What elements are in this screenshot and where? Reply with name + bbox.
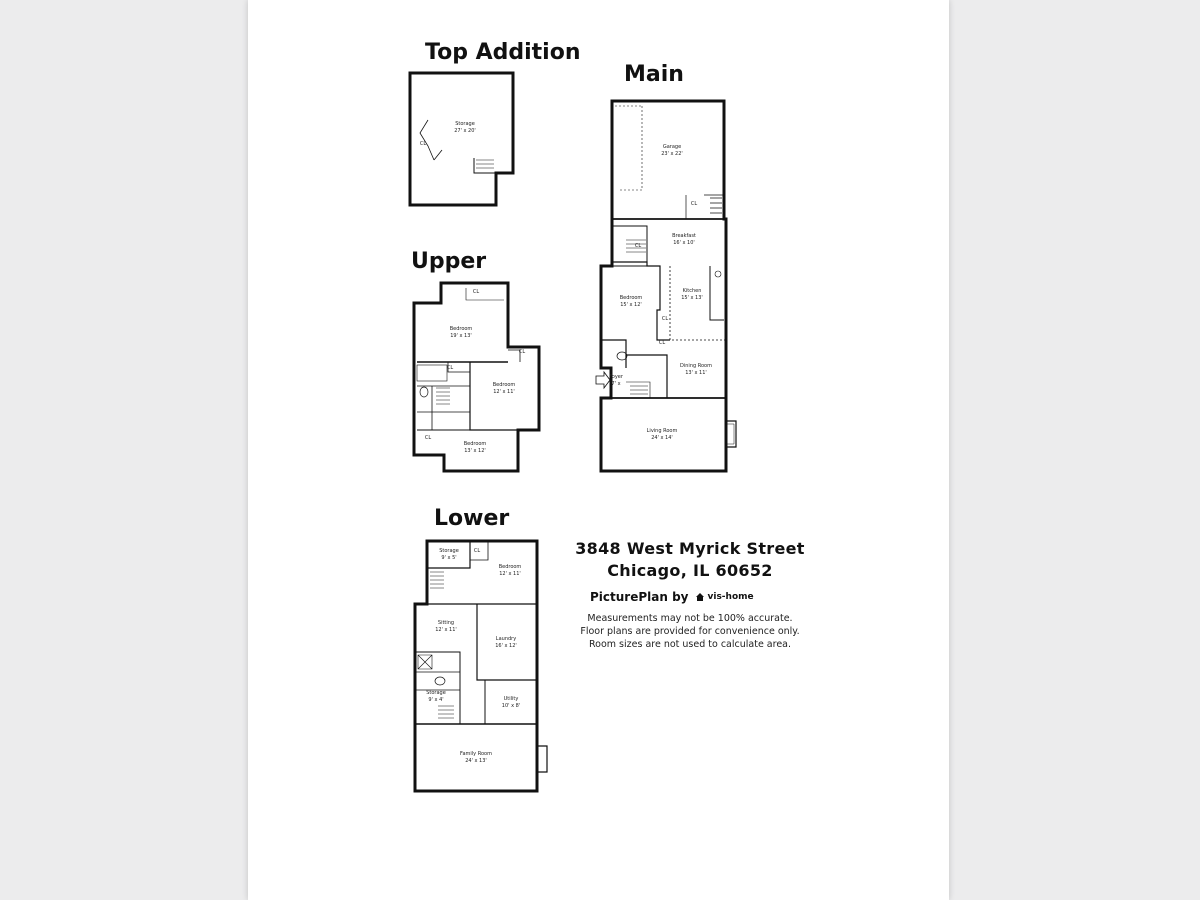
closet-label: CL xyxy=(634,243,642,249)
closet-label: CL xyxy=(424,435,432,441)
brand-credit xyxy=(590,590,820,604)
closet-label: CL xyxy=(472,289,480,295)
room-size: 7' x xyxy=(611,381,621,387)
room-size: 24' x 14' xyxy=(651,435,673,441)
brand-logo xyxy=(695,592,754,602)
house-icon xyxy=(695,592,705,602)
room-size: 9' x 4' xyxy=(428,697,444,703)
room-size: 24' x 13' xyxy=(465,758,487,764)
room-size: 16' x 12' xyxy=(495,643,517,649)
room-size: 13' x 11' xyxy=(685,370,707,376)
room-size: 23' x 22' xyxy=(661,151,683,157)
closet-label: CL xyxy=(518,349,526,355)
room-label: Living Room xyxy=(646,428,678,434)
room-size: 13' x 12' xyxy=(464,448,486,454)
property-info xyxy=(560,538,820,651)
room-label: Storage xyxy=(455,121,475,127)
room-label: Bedroom xyxy=(619,295,643,301)
room-size: 16' x 10' xyxy=(673,240,695,246)
disclaimer-line: Floor plans are provided for convenience only. xyxy=(580,626,800,637)
closet-label: CL xyxy=(658,340,666,346)
room-size: 15' x 13' xyxy=(681,295,703,301)
room-label: Bedroom xyxy=(449,326,473,332)
room-label: Utility xyxy=(503,696,519,702)
disclaimer-line: Measurements may not be 100% accurate. xyxy=(587,613,793,624)
section-title-top-addition: Top Addition xyxy=(425,40,581,65)
room-size: 10' x 8' xyxy=(501,703,521,709)
room-size: 15' x 12' xyxy=(620,302,642,308)
room-label: Storage xyxy=(426,690,446,696)
room-label: Kitchen xyxy=(682,288,702,294)
room-label: Breakfast xyxy=(672,233,696,239)
closet-label: CL xyxy=(690,201,698,207)
room-label: Storage xyxy=(439,548,459,554)
room-size: 9' x 5' xyxy=(441,555,457,561)
room-label: Dining Room xyxy=(680,363,712,369)
room-label: Bedroom xyxy=(492,382,516,388)
closet-label: CL xyxy=(473,548,481,554)
disclaimer xyxy=(560,612,820,651)
address-line-1: 3848 West Myrick Street xyxy=(575,539,805,558)
room-label: Bedroom xyxy=(498,564,522,570)
room-label: Laundry xyxy=(495,636,517,642)
section-title-main: Main xyxy=(624,62,684,87)
closet-label: CL xyxy=(661,316,669,322)
room-label: Sitting xyxy=(437,620,455,626)
disclaimer-line: Room sizes are not used to calculate area. xyxy=(588,639,792,650)
room-size: 27' x 20' xyxy=(454,128,476,134)
room-label: Family Room xyxy=(460,751,492,757)
section-title-upper: Upper xyxy=(411,249,487,274)
address-line-2: Chicago, IL 60652 xyxy=(607,561,773,580)
room-label: Bedroom xyxy=(463,441,487,447)
room-size: 12' x 11' xyxy=(493,389,515,395)
room-size: 12' x 11' xyxy=(499,571,521,577)
closet-label: CL xyxy=(419,141,427,147)
brand-prefix: PicturePlan by xyxy=(590,590,689,604)
section-title-lower: Lower xyxy=(434,506,510,531)
room-label: Foyer xyxy=(609,374,623,380)
brand-logo-text: vis-home xyxy=(707,592,754,602)
room-size: 12' x 11' xyxy=(435,627,457,633)
top-addition-plan xyxy=(410,73,513,205)
room-label: Garage xyxy=(662,144,682,150)
closet-label: CL xyxy=(446,365,454,371)
room-size: 19' x 13' xyxy=(450,333,472,339)
